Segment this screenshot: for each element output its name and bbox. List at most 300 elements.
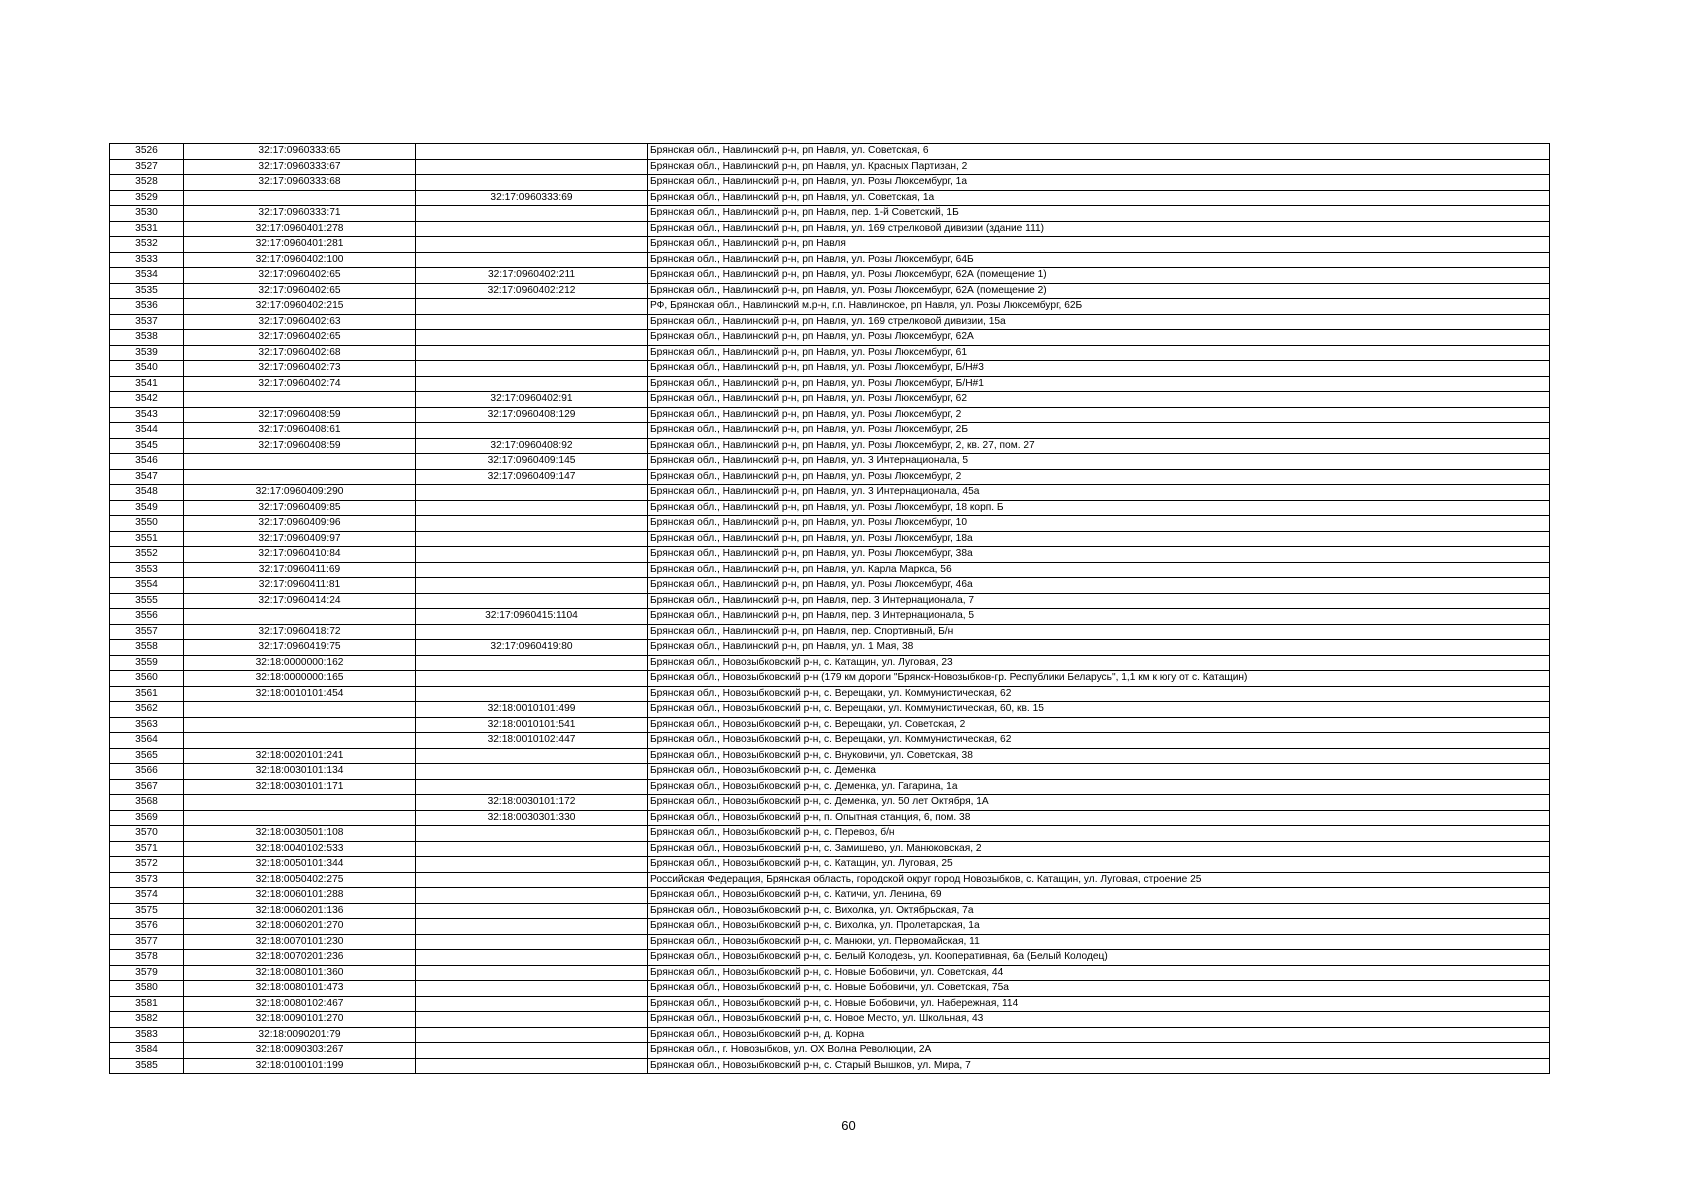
premises-cadastral-number-cell — [416, 423, 648, 439]
address-cell: Брянская обл., Навлинский р-н, рп Навля, ул. Розы Люксембург, 2 — [648, 407, 1550, 423]
premises-cadastral-number-cell — [416, 748, 648, 764]
table-row — [110, 485, 1550, 501]
row-number-cell: 3533 — [110, 252, 184, 268]
premises-cadastral-number-cell — [416, 888, 648, 904]
cadastral-number-cell — [184, 190, 416, 206]
address-cell: Брянская обл., Новозыбковский р-н, с. Верещаки, ул. Коммунистическая, 62 — [648, 686, 1550, 702]
table-row — [110, 624, 1550, 640]
table-row — [110, 516, 1550, 532]
cadastral-number-cell: 32:17:0960409:96 — [184, 516, 416, 532]
table-row — [110, 702, 1550, 718]
address-cell: Брянская обл., Навлинский р-н, рп Навля, ул. Розы Люксембург, 64Б — [648, 252, 1550, 268]
row-number-cell: 3581 — [110, 996, 184, 1012]
premises-cadastral-number-cell — [416, 841, 648, 857]
cadastral-number-cell: 32:18:0060101:288 — [184, 888, 416, 904]
cadastral-number-cell — [184, 795, 416, 811]
table-row — [110, 934, 1550, 950]
address-cell: Брянская обл., Навлинский р-н, рп Навля, ул. Розы Люксембург, 2, кв. 27, пом. 27 — [648, 438, 1550, 454]
address-cell: Брянская обл., г. Новозыбков, ул. ОХ Волна Революции, 2А — [648, 1043, 1550, 1059]
table-row — [110, 965, 1550, 981]
table-row — [110, 392, 1550, 408]
premises-cadastral-number-cell — [416, 237, 648, 253]
row-number-cell: 3548 — [110, 485, 184, 501]
address-cell: Брянская обл., Новозыбковский р-н, с. Верещаки, ул. Коммунистическая, 62 — [648, 733, 1550, 749]
table-row — [110, 330, 1550, 346]
table-row — [110, 299, 1550, 315]
row-number-cell: 3570 — [110, 826, 184, 842]
address-cell: Брянская обл., Новозыбковский р-н, с. Вихолка, ул. Пролетарская, 1а — [648, 919, 1550, 935]
premises-cadastral-number-cell — [416, 919, 648, 935]
premises-cadastral-number-cell — [416, 1058, 648, 1074]
table-row — [110, 175, 1550, 191]
cadastral-number-cell: 32:18:0050101:344 — [184, 857, 416, 873]
table-body — [110, 144, 1550, 1074]
row-number-cell: 3582 — [110, 1012, 184, 1028]
row-number-cell: 3544 — [110, 423, 184, 439]
row-number-cell: 3555 — [110, 593, 184, 609]
premises-cadastral-number-cell — [416, 872, 648, 888]
cadastral-number-cell: 32:18:0090101:270 — [184, 1012, 416, 1028]
table-row — [110, 717, 1550, 733]
cadastral-number-cell: 32:17:0960411:81 — [184, 578, 416, 594]
premises-cadastral-number-cell — [416, 345, 648, 361]
cadastral-number-cell: 32:18:0020101:241 — [184, 748, 416, 764]
premises-cadastral-number-cell: 32:17:0960419:80 — [416, 640, 648, 656]
premises-cadastral-number-cell: 32:17:0960415:1104 — [416, 609, 648, 625]
premises-cadastral-number-cell: 32:17:0960408:129 — [416, 407, 648, 423]
registry-table — [109, 143, 1550, 1074]
premises-cadastral-number-cell: 32:18:0010101:499 — [416, 702, 648, 718]
cadastral-number-cell: 32:17:0960333:65 — [184, 144, 416, 160]
row-number-cell: 3534 — [110, 268, 184, 284]
row-number-cell: 3535 — [110, 283, 184, 299]
premises-cadastral-number-cell — [416, 252, 648, 268]
row-number-cell: 3579 — [110, 965, 184, 981]
cadastral-number-cell — [184, 717, 416, 733]
row-number-cell: 3541 — [110, 376, 184, 392]
row-number-cell: 3546 — [110, 454, 184, 470]
cadastral-number-cell: 32:17:0960418:72 — [184, 624, 416, 640]
cadastral-number-cell: 32:17:0960333:68 — [184, 175, 416, 191]
address-cell: Брянская обл., Навлинский р-н, рп Навля, ул. Карла Маркса, 56 — [648, 562, 1550, 578]
address-cell: Брянская обл., Новозыбковский р-н, с. Катащин, ул. Луговая, 25 — [648, 857, 1550, 873]
cadastral-number-cell: 32:18:0010101:454 — [184, 686, 416, 702]
table-row — [110, 686, 1550, 702]
table-row — [110, 764, 1550, 780]
row-number-cell: 3559 — [110, 655, 184, 671]
cadastral-number-cell: 32:17:0960408:59 — [184, 407, 416, 423]
table-row — [110, 795, 1550, 811]
cadastral-number-cell: 32:17:0960408:61 — [184, 423, 416, 439]
row-number-cell: 3529 — [110, 190, 184, 206]
row-number-cell: 3547 — [110, 469, 184, 485]
table-row — [110, 252, 1550, 268]
row-number-cell: 3549 — [110, 500, 184, 516]
cadastral-number-cell: 32:17:0960410:84 — [184, 547, 416, 563]
address-cell: Брянская обл., Новозыбковский р-н, с. Верещаки, ул. Советская, 2 — [648, 717, 1550, 733]
row-number-cell: 3573 — [110, 872, 184, 888]
address-cell: Брянская обл., Новозыбковский р-н, с. Верещаки, ул. Коммунистическая, 60, кв. 15 — [648, 702, 1550, 718]
table-row — [110, 361, 1550, 377]
cadastral-number-cell: 32:17:0960402:73 — [184, 361, 416, 377]
row-number-cell: 3567 — [110, 779, 184, 795]
row-number-cell: 3576 — [110, 919, 184, 935]
premises-cadastral-number-cell — [416, 1012, 648, 1028]
table-row — [110, 981, 1550, 997]
premises-cadastral-number-cell — [416, 221, 648, 237]
premises-cadastral-number-cell — [416, 1043, 648, 1059]
table-row — [110, 655, 1550, 671]
row-number-cell: 3543 — [110, 407, 184, 423]
address-cell: Брянская обл., Навлинский р-н, рп Навля, ул. Розы Люксембург, 62А (помещение 1) — [648, 268, 1550, 284]
cadastral-number-cell: 32:17:0960409:85 — [184, 500, 416, 516]
table-row — [110, 779, 1550, 795]
premises-cadastral-number-cell — [416, 903, 648, 919]
address-cell: Брянская обл., Новозыбковский р-н, с. Новые Бобовичи, ул. Набережная, 114 — [648, 996, 1550, 1012]
address-cell: Брянская обл., Новозыбковский р-н, с. Катичи, ул. Ленина, 69 — [648, 888, 1550, 904]
row-number-cell: 3564 — [110, 733, 184, 749]
row-number-cell: 3531 — [110, 221, 184, 237]
cadastral-number-cell: 32:18:0030501:108 — [184, 826, 416, 842]
cadastral-number-cell: 32:18:0050402:275 — [184, 872, 416, 888]
table-row — [110, 671, 1550, 687]
premises-cadastral-number-cell — [416, 950, 648, 966]
row-number-cell: 3577 — [110, 934, 184, 950]
premises-cadastral-number-cell: 32:17:0960409:145 — [416, 454, 648, 470]
cadastral-number-cell: 32:18:0030101:134 — [184, 764, 416, 780]
table-row — [110, 950, 1550, 966]
table-row — [110, 1027, 1550, 1043]
table-row — [110, 206, 1550, 222]
address-cell: Брянская обл., Навлинский р-н, рп Навля, ул. Розы Люксембург, 62А (помещение 2) — [648, 283, 1550, 299]
address-cell: Брянская обл., Навлинский р-н, рп Навля, ул. 3 Интернационала, 5 — [648, 454, 1550, 470]
row-number-cell: 3584 — [110, 1043, 184, 1059]
table-row — [110, 593, 1550, 609]
row-number-cell: 3565 — [110, 748, 184, 764]
table-row — [110, 438, 1550, 454]
row-number-cell: 3578 — [110, 950, 184, 966]
premises-cadastral-number-cell — [416, 361, 648, 377]
row-number-cell: 3530 — [110, 206, 184, 222]
premises-cadastral-number-cell — [416, 857, 648, 873]
address-cell: Брянская обл., Навлинский р-н, рп Навля, ул. Розы Люксембург, 62А — [648, 330, 1550, 346]
address-cell: Брянская обл., Навлинский р-н, рп Навля, ул. Розы Люксембург, 38а — [648, 547, 1550, 563]
cadastral-number-cell: 32:17:0960333:67 — [184, 159, 416, 175]
cadastral-number-cell: 32:17:0960402:215 — [184, 299, 416, 315]
table-row — [110, 1012, 1550, 1028]
premises-cadastral-number-cell — [416, 206, 648, 222]
premises-cadastral-number-cell: 32:17:0960402:212 — [416, 283, 648, 299]
table-row — [110, 857, 1550, 873]
address-cell: Брянская обл., Навлинский р-н, рп Навля, ул. Розы Люксембург, Б/Н#3 — [648, 361, 1550, 377]
address-cell: Брянская обл., Навлинский р-н, рп Навля, пер. Спортивный, Б/н — [648, 624, 1550, 640]
row-number-cell: 3540 — [110, 361, 184, 377]
address-cell: Брянская обл., Новозыбковский р-н, с. Перевоз, б/н — [648, 826, 1550, 842]
cadastral-number-cell — [184, 392, 416, 408]
premises-cadastral-number-cell: 32:17:0960333:69 — [416, 190, 648, 206]
cadastral-number-cell: 32:17:0960402:63 — [184, 314, 416, 330]
address-cell: Брянская обл., Навлинский р-н, рп Навля, ул. Розы Люксембург, 10 — [648, 516, 1550, 532]
cadastral-number-cell: 32:18:0070101:230 — [184, 934, 416, 950]
cadastral-number-cell: 32:18:0080101:360 — [184, 965, 416, 981]
address-cell: Брянская обл., Новозыбковский р-н (179 км дороги "Брянск-Новозыбков-гр. Республики Беларусь", 1,1 км к югу от с. Катащин) — [648, 671, 1550, 687]
row-number-cell: 3568 — [110, 795, 184, 811]
address-cell: Брянская обл., Новозыбковский р-н, с. Внуковичи, ул. Советская, 38 — [648, 748, 1550, 764]
address-cell: Брянская обл., Навлинский р-н, рп Навля, ул. Розы Люксембург, 2 — [648, 469, 1550, 485]
premises-cadastral-number-cell — [416, 655, 648, 671]
address-cell: Брянская обл., Навлинский р-н, рп Навля, ул. Розы Люксембург, 18а — [648, 531, 1550, 547]
table-row — [110, 454, 1550, 470]
address-cell: Брянская обл., Навлинский р-н, рп Навля, ул. 169 стрелковой дивизии, 15а — [648, 314, 1550, 330]
table-row — [110, 888, 1550, 904]
cadastral-number-cell: 32:17:0960419:75 — [184, 640, 416, 656]
row-number-cell: 3532 — [110, 237, 184, 253]
table-row — [110, 345, 1550, 361]
row-number-cell: 3558 — [110, 640, 184, 656]
table-row — [110, 996, 1550, 1012]
table-row — [110, 562, 1550, 578]
cadastral-number-cell: 32:17:0960409:290 — [184, 485, 416, 501]
premises-cadastral-number-cell — [416, 764, 648, 780]
cadastral-number-cell: 32:17:0960402:65 — [184, 268, 416, 284]
cadastral-number-cell — [184, 454, 416, 470]
address-cell: Брянская обл., Навлинский р-н, рп Навля, ул. 169 стрелковой дивизии (здание 111) — [648, 221, 1550, 237]
premises-cadastral-number-cell — [416, 934, 648, 950]
address-cell: Брянская обл., Навлинский р-н, рп Навля, ул. Розы Люксембург, 2Б — [648, 423, 1550, 439]
table-row — [110, 268, 1550, 284]
table-row — [110, 423, 1550, 439]
cadastral-number-cell: 32:18:0080102:467 — [184, 996, 416, 1012]
row-number-cell: 3539 — [110, 345, 184, 361]
address-cell: Брянская обл., Навлинский р-н, рп Навля, пер. 3 Интернационала, 7 — [648, 593, 1550, 609]
cadastral-number-cell: 32:18:0040102:533 — [184, 841, 416, 857]
table-row — [110, 500, 1550, 516]
cadastral-number-cell: 32:17:0960402:68 — [184, 345, 416, 361]
premises-cadastral-number-cell — [416, 485, 648, 501]
premises-cadastral-number-cell: 32:18:0010101:541 — [416, 717, 648, 733]
premises-cadastral-number-cell — [416, 159, 648, 175]
address-cell: Брянская обл., Новозыбковский р-н, с. Деменка, ул. Гагарина, 1а — [648, 779, 1550, 795]
row-number-cell: 3542 — [110, 392, 184, 408]
table-row — [110, 810, 1550, 826]
table-row — [110, 1058, 1550, 1074]
premises-cadastral-number-cell — [416, 144, 648, 160]
cadastral-number-cell: 32:17:0960411:69 — [184, 562, 416, 578]
address-cell: Брянская обл., Новозыбковский р-н, п. Опытная станция, 6, пом. 38 — [648, 810, 1550, 826]
page-number: 60 — [841, 1118, 856, 1133]
premises-cadastral-number-cell — [416, 624, 648, 640]
address-cell: Брянская обл., Навлинский р-н, рп Навля, пер. 3 Интернационала, 5 — [648, 609, 1550, 625]
table-row — [110, 609, 1550, 625]
table-row — [110, 640, 1550, 656]
row-number-cell: 3527 — [110, 159, 184, 175]
address-cell: Брянская обл., Навлинский р-н, рп Навля, ул. Розы Люксембург, 1а — [648, 175, 1550, 191]
address-cell: Брянская обл., Новозыбковский р-н, с. Новые Бобовичи, ул. Советская, 44 — [648, 965, 1550, 981]
row-number-cell: 3526 — [110, 144, 184, 160]
address-cell: Брянская обл., Навлинский р-н, рп Навля, ул. Розы Люксембург, 46а — [648, 578, 1550, 594]
premises-cadastral-number-cell — [416, 981, 648, 997]
cadastral-number-cell: 32:18:0000000:162 — [184, 655, 416, 671]
cadastral-number-cell — [184, 733, 416, 749]
premises-cadastral-number-cell — [416, 516, 648, 532]
row-number-cell: 3569 — [110, 810, 184, 826]
premises-cadastral-number-cell — [416, 671, 648, 687]
cadastral-number-cell: 32:17:0960402:65 — [184, 283, 416, 299]
table-row — [110, 903, 1550, 919]
table-row — [110, 376, 1550, 392]
premises-cadastral-number-cell — [416, 299, 648, 315]
table-row — [110, 872, 1550, 888]
cadastral-number-cell: 32:18:0030101:171 — [184, 779, 416, 795]
cadastral-number-cell: 32:17:0960409:97 — [184, 531, 416, 547]
premises-cadastral-number-cell: 32:17:0960402:211 — [416, 268, 648, 284]
premises-cadastral-number-cell — [416, 826, 648, 842]
table-row — [110, 547, 1550, 563]
address-cell: Брянская обл., Навлинский р-н, рп Навля, ул. 3 Интернационала, 45а — [648, 485, 1550, 501]
address-cell: Брянская обл., Новозыбковский р-н, с. Белый Колодезь, ул. Кооперативная, 6а (Белый Колодец) — [648, 950, 1550, 966]
cadastral-number-cell: 32:17:0960402:65 — [184, 330, 416, 346]
premises-cadastral-number-cell — [416, 996, 648, 1012]
row-number-cell: 3575 — [110, 903, 184, 919]
row-number-cell: 3545 — [110, 438, 184, 454]
cadastral-number-cell — [184, 810, 416, 826]
address-cell: Брянская обл., Новозыбковский р-н, с. Старый Вышков, ул. Мира, 7 — [648, 1058, 1550, 1074]
premises-cadastral-number-cell — [416, 562, 648, 578]
premises-cadastral-number-cell — [416, 779, 648, 795]
cadastral-number-cell — [184, 469, 416, 485]
premises-cadastral-number-cell — [416, 578, 648, 594]
row-number-cell: 3556 — [110, 609, 184, 625]
address-cell: Брянская обл., Навлинский р-н, рп Навля, ул. 1 Мая, 38 — [648, 640, 1550, 656]
premises-cadastral-number-cell — [416, 531, 648, 547]
cadastral-number-cell: 32:17:0960402:74 — [184, 376, 416, 392]
table-row — [110, 283, 1550, 299]
address-cell: РФ, Брянская обл., Навлинский м.р-н, г.п. Навлинское, рп Навля, ул. Розы Люксембург, 62Б — [648, 299, 1550, 315]
address-cell: Брянская обл., Навлинский р-н, рп Навля, ул. Розы Люксембург, 18 корп. Б — [648, 500, 1550, 516]
cadastral-number-cell: 32:18:0000000:165 — [184, 671, 416, 687]
row-number-cell: 3551 — [110, 531, 184, 547]
row-number-cell: 3572 — [110, 857, 184, 873]
table-row — [110, 469, 1550, 485]
row-number-cell: 3563 — [110, 717, 184, 733]
row-number-cell: 3536 — [110, 299, 184, 315]
premises-cadastral-number-cell — [416, 314, 648, 330]
table-row — [110, 190, 1550, 206]
address-cell: Брянская обл., Навлинский р-н, рп Навля, ул. Розы Люксембург, 61 — [648, 345, 1550, 361]
cadastral-number-cell: 32:17:0960401:278 — [184, 221, 416, 237]
premises-cadastral-number-cell — [416, 547, 648, 563]
row-number-cell: 3561 — [110, 686, 184, 702]
premises-cadastral-number-cell: 32:18:0010102:447 — [416, 733, 648, 749]
row-number-cell: 3583 — [110, 1027, 184, 1043]
row-number-cell: 3560 — [110, 671, 184, 687]
table-row — [110, 733, 1550, 749]
table-row — [110, 144, 1550, 160]
cadastral-number-cell: 32:17:0960402:100 — [184, 252, 416, 268]
table-row — [110, 159, 1550, 175]
table-row — [110, 826, 1550, 842]
row-number-cell: 3574 — [110, 888, 184, 904]
premises-cadastral-number-cell — [416, 175, 648, 191]
premises-cadastral-number-cell: 32:17:0960402:91 — [416, 392, 648, 408]
table-row — [110, 237, 1550, 253]
row-number-cell: 3537 — [110, 314, 184, 330]
row-number-cell: 3553 — [110, 562, 184, 578]
cadastral-number-cell: 32:17:0960401:281 — [184, 237, 416, 253]
cadastral-number-cell — [184, 702, 416, 718]
premises-cadastral-number-cell: 32:17:0960408:92 — [416, 438, 648, 454]
address-cell: Брянская обл., Навлинский р-н, рп Навля, ул. Розы Люксембург, Б/Н#1 — [648, 376, 1550, 392]
cadastral-number-cell — [184, 609, 416, 625]
cadastral-number-cell: 32:17:0960408:59 — [184, 438, 416, 454]
premises-cadastral-number-cell: 32:17:0960409:147 — [416, 469, 648, 485]
premises-cadastral-number-cell — [416, 500, 648, 516]
premises-cadastral-number-cell — [416, 593, 648, 609]
address-cell: Брянская обл., Навлинский р-н, рп Навля, ул. Розы Люксембург, 62 — [648, 392, 1550, 408]
table-row — [110, 221, 1550, 237]
row-number-cell: 3585 — [110, 1058, 184, 1074]
address-cell: Брянская обл., Новозыбковский р-н, д. Корна — [648, 1027, 1550, 1043]
premises-cadastral-number-cell — [416, 1027, 648, 1043]
row-number-cell: 3562 — [110, 702, 184, 718]
cadastral-number-cell: 32:17:0960333:71 — [184, 206, 416, 222]
premises-cadastral-number-cell — [416, 330, 648, 346]
cadastral-number-cell: 32:18:0080101:473 — [184, 981, 416, 997]
address-cell: Брянская обл., Навлинский р-н, рп Навля, пер. 1-й Советский, 1Б — [648, 206, 1550, 222]
table-row — [110, 531, 1550, 547]
row-number-cell: 3528 — [110, 175, 184, 191]
address-cell: Российская Федерация, Брянская область, городской округ город Новозыбков, с. Катащин, ул. Луговая, строение 25 — [648, 872, 1550, 888]
row-number-cell: 3580 — [110, 981, 184, 997]
address-cell: Брянская обл., Новозыбковский р-н, с. Деменка — [648, 764, 1550, 780]
address-cell: Брянская обл., Новозыбковский р-н, с. Манюки, ул. Первомайская, 11 — [648, 934, 1550, 950]
address-cell: Брянская обл., Навлинский р-н, рп Навля, ул. Советская, 6 — [648, 144, 1550, 160]
table-row — [110, 841, 1550, 857]
premises-cadastral-number-cell — [416, 965, 648, 981]
cadastral-number-cell: 32:17:0960414:24 — [184, 593, 416, 609]
premises-cadastral-number-cell — [416, 376, 648, 392]
table-row — [110, 407, 1550, 423]
row-number-cell: 3552 — [110, 547, 184, 563]
address-cell: Брянская обл., Новозыбковский р-н, с. Катащин, ул. Луговая, 23 — [648, 655, 1550, 671]
table-row — [110, 748, 1550, 764]
cadastral-number-cell: 32:18:0060201:136 — [184, 903, 416, 919]
table-row — [110, 314, 1550, 330]
row-number-cell: 3566 — [110, 764, 184, 780]
address-cell: Брянская обл., Новозыбковский р-н, с. Новые Бобовичи, ул. Советская, 75а — [648, 981, 1550, 997]
address-cell: Брянская обл., Новозыбковский р-н, с. Замишево, ул. Манюковская, 2 — [648, 841, 1550, 857]
cadastral-number-cell: 32:18:0070201:236 — [184, 950, 416, 966]
address-cell: Брянская обл., Новозыбковский р-н, с. Деменка, ул. 50 лет Октября, 1А — [648, 795, 1550, 811]
row-number-cell: 3571 — [110, 841, 184, 857]
table-row — [110, 578, 1550, 594]
row-number-cell: 3538 — [110, 330, 184, 346]
premises-cadastral-number-cell: 32:18:0030101:172 — [416, 795, 648, 811]
address-cell: Брянская обл., Навлинский р-н, рп Навля, ул. Советская, 1а — [648, 190, 1550, 206]
premises-cadastral-number-cell — [416, 686, 648, 702]
row-number-cell: 3557 — [110, 624, 184, 640]
table-row — [110, 1043, 1550, 1059]
cadastral-number-cell: 32:18:0090201:79 — [184, 1027, 416, 1043]
address-cell: Брянская обл., Новозыбковский р-н, с. Вихолка, ул. Октябрьская, 7а — [648, 903, 1550, 919]
row-number-cell: 3550 — [110, 516, 184, 532]
premises-cadastral-number-cell: 32:18:0030301:330 — [416, 810, 648, 826]
cadastral-number-cell: 32:18:0090303:267 — [184, 1043, 416, 1059]
cadastral-number-cell: 32:18:0100101:199 — [184, 1058, 416, 1074]
address-cell: Брянская обл., Навлинский р-н, рп Навля — [648, 237, 1550, 253]
row-number-cell: 3554 — [110, 578, 184, 594]
address-cell: Брянская обл., Новозыбковский р-н, с. Новое Место, ул. Школьная, 43 — [648, 1012, 1550, 1028]
